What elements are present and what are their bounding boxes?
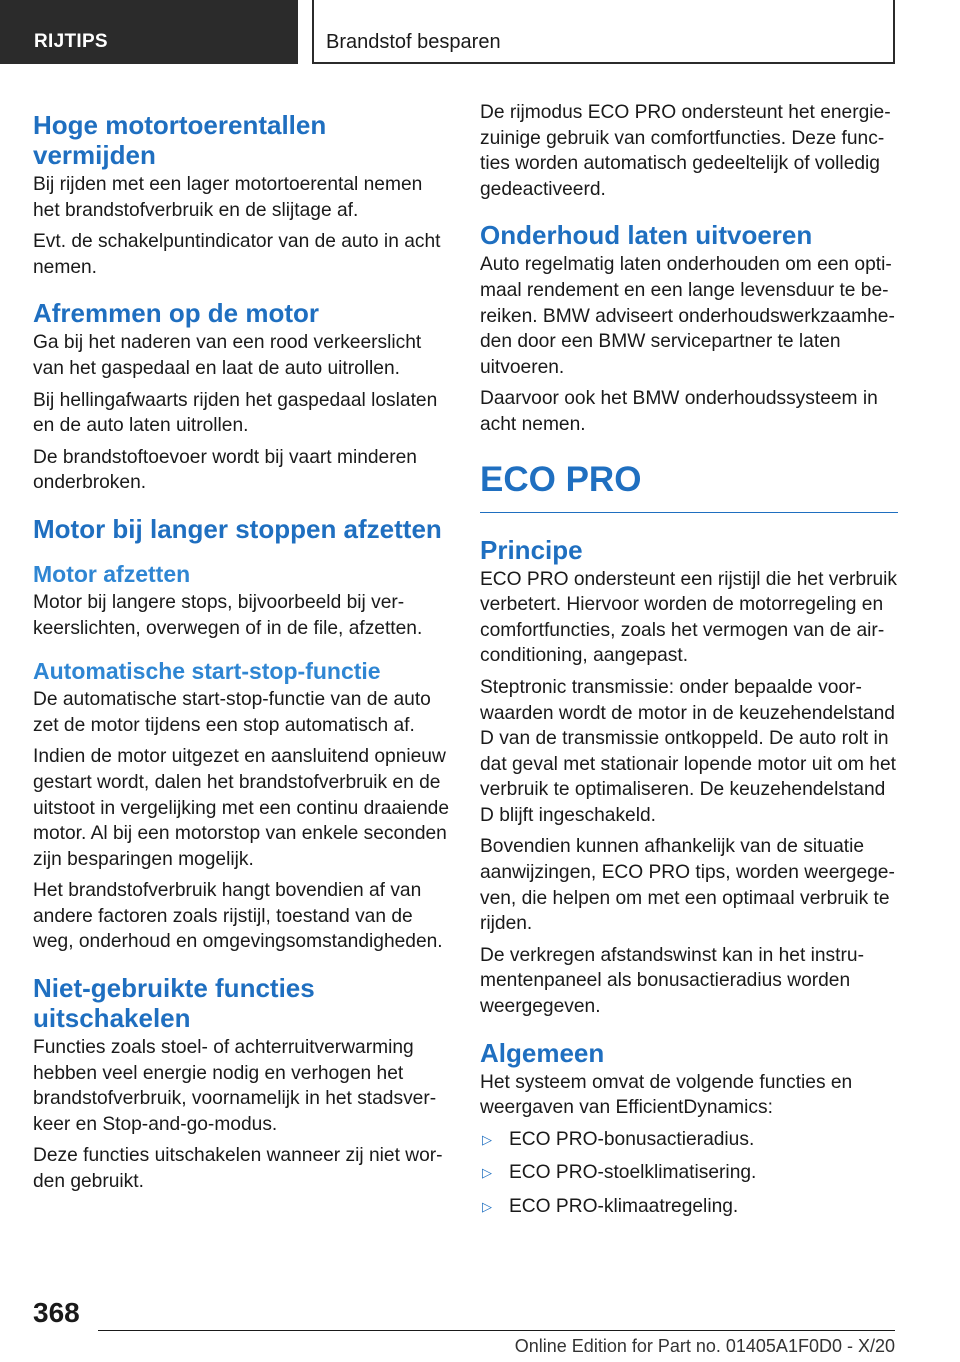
page-number: 368 — [33, 1297, 80, 1328]
paragraph: Het systeem omvat de volgende functies en weergaven van EfficientDynamics: — [480, 1071, 853, 1119]
paragraph: Bij hellingafwaarts rijden het gaspedaal loslaten en de auto laten uitrollen. — [33, 389, 438, 437]
paragraph: Motor bij langere stops, bijvoorbeeld bij verkeerslichten, overwegen of in de file, afzetten. — [33, 591, 423, 639]
paragraph: Evt. de schakelpuntindicator van de auto in acht nemen. — [33, 231, 441, 278]
footer-edition: Online Edition for Part no. 01405A1F0D0 - X/20 — [514, 1336, 895, 1356]
paragraph: De verkregen afstandswinst kan in het instrumentenpaneel als bonusactieradius worden weergegeven. — [480, 944, 864, 1018]
heading-niet-gebruikte-functies: Niet-gebruikte functies uitschakelen — [33, 973, 315, 1034]
list-item-text: ECO PRO-stoelklimatisering. — [509, 1162, 757, 1184]
paragraph: Steptronic transmissie: onder bepaalde voorwaarden wordt de motor in de keuzehendelstand D van de transmissie ontkoppeld. De auto rolt in dat geval met stationair lopende motor uit om het verbruik te optimaliseren. De keuzehendelstand D blijft ingeschakeld. — [480, 676, 896, 826]
heading-motor-stoppen: Motor bij langer stoppen afzetten — [33, 513, 442, 544]
triangle-bullet-icon: ▷ — [482, 1131, 492, 1147]
heading-hoge-motortoerentallen: Hoge motortoerentallen vermijden — [33, 110, 327, 170]
triangle-bullet-icon: ▷ — [482, 1199, 492, 1214]
heading-principe: Principe — [480, 534, 583, 565]
paragraph: Het brandstofverbruik hangt bovendien af van andere factoren zoals rijstijl, toestand van de weg, onderhoud en omgevingsomstandigheden. — [33, 880, 443, 953]
chapter-heading-eco-pro: ECO PRO — [480, 460, 898, 513]
heading-algemeen: Algemeen — [480, 1037, 605, 1068]
heading-onderhoud: Onderhoud laten uitvoeren — [480, 220, 813, 251]
paragraph: De brandstoftoevoer wordt bij vaart minderen onderbroken. — [33, 446, 417, 494]
left-column — [33, 100, 451, 1201]
triangle-bullet-icon: ▷ — [482, 1165, 492, 1181]
paragraph: Indien de motor uitgezet en aansluitend opnieuw gestart wordt, dalen het brandstofverbruik en de uitstoot in vergelijking met een continu draaiende motor. Al bij een motorstop van enkele seconden zijn besparingen mogelijk. — [33, 746, 449, 870]
list-item-text: ECO PRO-bonusactieradius. — [509, 1128, 755, 1150]
section-tab: RIJTIPS — [0, 0, 298, 64]
paragraph: Bij rijden met een lager motortoerental nemen het brandstofverbruik en de slijtage af. — [33, 174, 423, 221]
list-item-text: ECO PRO-klimaatregeling. — [509, 1196, 739, 1217]
paragraph: Daarvoor ook het BMW onderhoudssysteem in acht nemen. — [480, 388, 878, 435]
chapter-title-text: Brandstof besparen — [326, 31, 501, 53]
paragraph: Bovendien kunnen afhankelijk van de situatie aanwijzingen, ECO PRO tips, worden weergegeven, die helpen om met een optimaal verbruik te rijden. — [480, 836, 895, 935]
subheading-motor-afzetten: Motor afzetten — [33, 560, 191, 587]
paragraph: De rijmodus ECO PRO ondersteunt het energiezuinige gebruik van comfortfuncties. Deze functies worden automatisch gedeeltelijk of volledig gedeactiveerd. — [480, 102, 891, 200]
paragraph: Functies zoals stoel- of achterruitverwarming hebben veel energie nodig en verhogen het brandstofverbruik, voornamelijk in het stadsverkeer en Stop-and-go-modus. — [33, 1037, 437, 1135]
paragraph: Ga bij het naderen van een rood verkeerslicht van het gaspedaal en laat de auto uitrollen. — [33, 332, 422, 379]
list-item — [480, 1127, 898, 1153]
function-list — [480, 1127, 898, 1220]
list-item — [480, 1160, 898, 1186]
paragraph: Auto regelmatig laten onderhouden om een optimaal rendement en een lange levensduur te bereiken. BMW adviseert onderhoudswerkzaamheden door een BMW servicepartner te laten uitvoeren. — [480, 254, 895, 378]
paragraph: ECO PRO ondersteunt een rijstijl die het verbruik verbetert. Hiervoor worden de motorregeling en comfortfuncties, zoals het vermogen van de airconditioning, aangepast. — [480, 568, 897, 667]
heading-afremmen: Afremmen op de motor — [33, 298, 320, 329]
right-column — [480, 100, 898, 1228]
footer-divider — [98, 1330, 895, 1331]
chapter-title — [312, 0, 895, 64]
paragraph: De automatische start-stop-functie van de auto zet de motor tijdens een stop automatisch af. — [33, 689, 431, 736]
list-item — [480, 1194, 898, 1220]
paragraph: Deze functies uitschakelen wanneer zij niet worden gebruikt. — [33, 1145, 443, 1193]
subheading-start-stop: Automatische start-stop-functie — [33, 658, 381, 685]
